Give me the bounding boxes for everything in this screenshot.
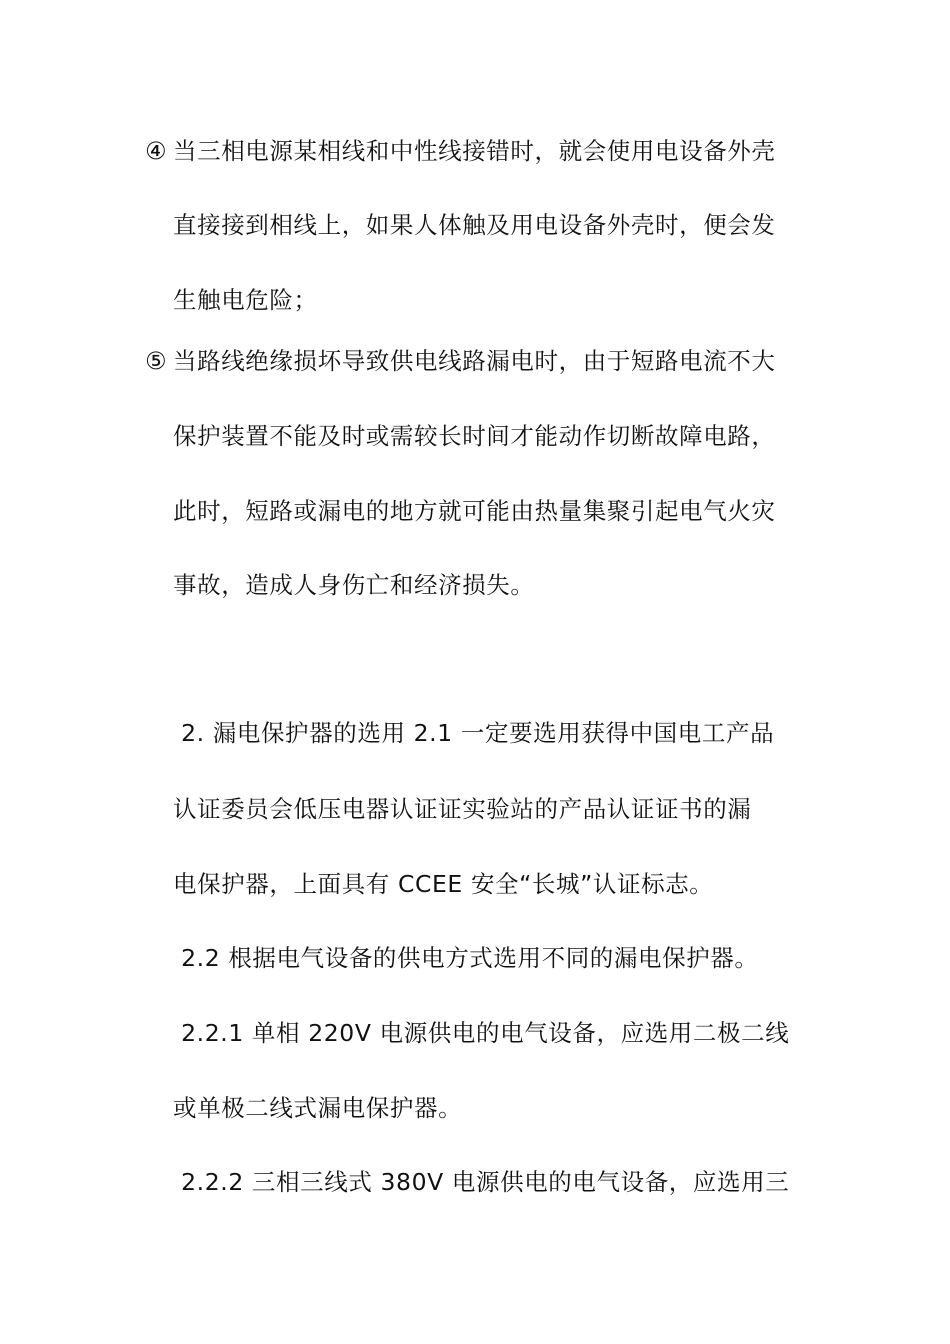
section-2-2-1-line-1: 2.2.1 单相 220V 电源供电的电气设备，应选用二极二线 (173, 1019, 790, 1047)
item-4-line-2: 直接接到相线上，如果人体触及用电设备外壳时，便会发 (173, 211, 776, 239)
item-5-line-3: 此时，短路或漏电的地方就可能由热量集聚引起电气火灾 (173, 497, 776, 525)
section-2-2-1-line-2: 或单极二线式漏电保护器。 (173, 1094, 463, 1122)
list-marker-5: ⑤ (145, 347, 167, 375)
section-2-1-line-2: 认证委员会低压电器认证证实验站的产品认证证书的漏 (173, 795, 752, 823)
item-5-line-1: 当路线绝缘损坏导致供电线路漏电时，由于短路电流不大 (173, 347, 776, 375)
item-5-line-2: 保护装置不能及时或需较长时间才能动作切断故障电路， (173, 422, 776, 450)
item-5-line-4: 事故，造成人身伤亡和经济损失。 (173, 571, 535, 599)
section-2-1-line-3: 电保护器，上面具有 CCEE 安全“长城”认证标志。 (173, 870, 714, 898)
list-marker-4: ④ (145, 137, 167, 165)
item-4-line-1: 当三相电源某相线和中性线接错时，就会使用电设备外壳 (173, 137, 776, 165)
section-2-2-2-line-1: 2.2.2 三相三线式 380V 电源供电的电气设备，应选用三 (173, 1168, 790, 1196)
section-2-2-line-1: 2.2 根据电气设备的供电方式选用不同的漏电保护器。 (173, 944, 759, 972)
section-2-1-line-1: 2. 漏电保护器的选用 2.1 一定要选用获得中国电工产品 (173, 719, 775, 747)
item-4-line-3: 生触电危险； (173, 286, 318, 314)
